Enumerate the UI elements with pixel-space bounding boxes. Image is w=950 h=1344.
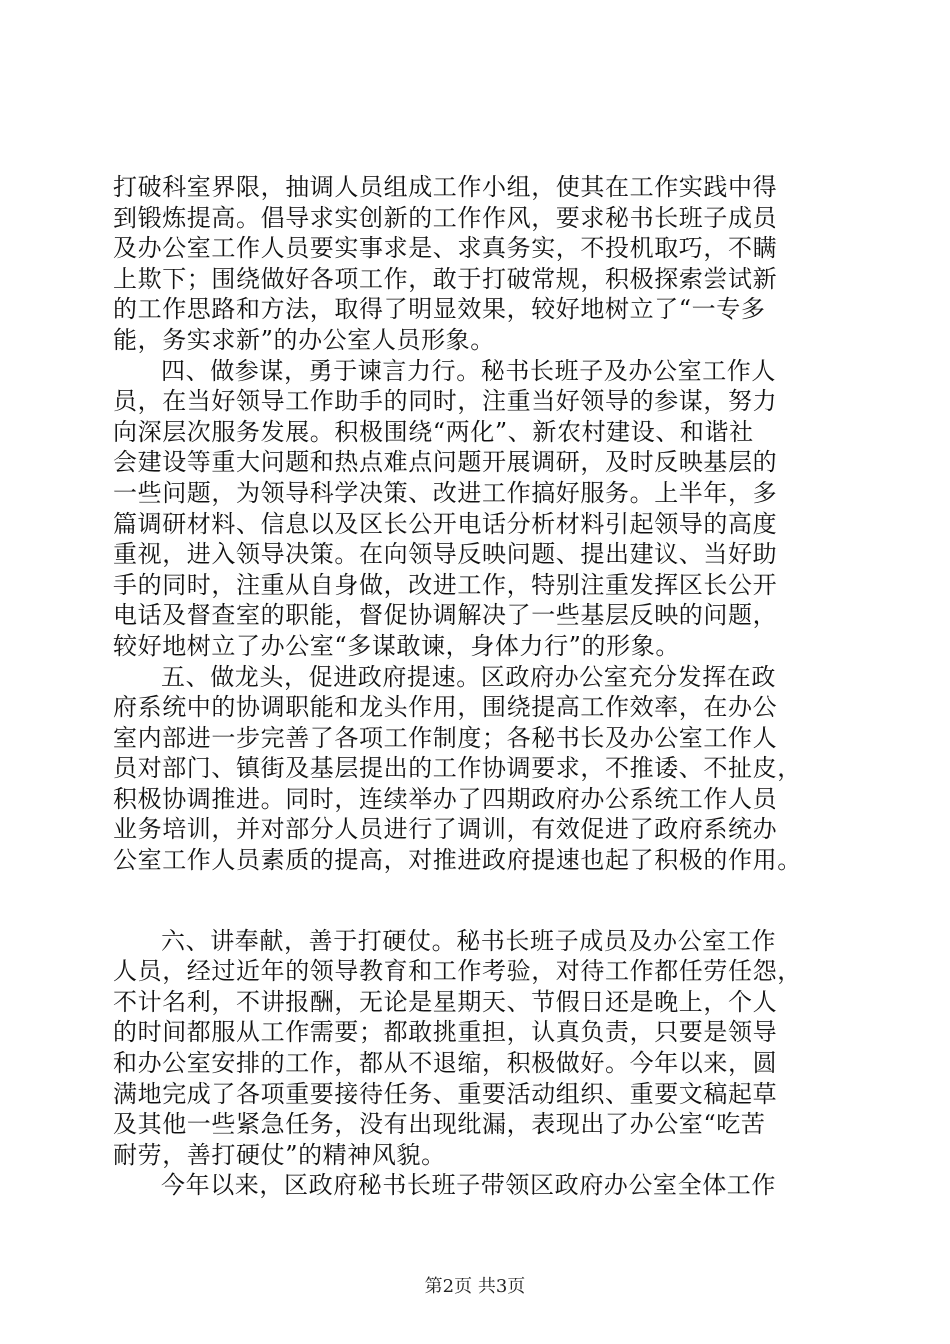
- text-line: 手的同时，注重从自身做，改进工作，特别注重发挥区长公开: [113, 570, 778, 599]
- page-number-footer: 第2页 共3页: [424, 1276, 526, 1297]
- text-line: 五、做龙头，促进政府提速。区政府办公室充分发挥在政: [161, 662, 776, 691]
- text-line: 今年以来，区政府秘书长班子带领区政府办公室全体工作: [161, 1171, 776, 1200]
- text-line: 及其他一些紧急任务，没有出现纰漏，表现出了办公室“吃苦: [113, 1110, 766, 1139]
- text-line: 业务培训，并对部分人员进行了调训，有效促进了政府系统办: [113, 815, 778, 844]
- text-line: 室内部进一步完善了各项工作制度；各秘书长及办公室工作人: [113, 723, 778, 752]
- paragraph-continuation: [113, 172, 841, 356]
- text-line: 的工作思路和方法，取得了明显效果，较好地树立了“一专多: [113, 295, 766, 324]
- paragraph-section-six: [113, 926, 841, 1171]
- text-line: 向深层次服务发展。积极围绕“两化”、新农村建设、和谐社: [113, 417, 754, 446]
- text-line: 积极协调推进。同时，连续举办了四期政府办公系统工作人员: [113, 784, 778, 813]
- text-line: 的时间都服从工作需要；都敢挑重担，认真负责，只要是领导: [113, 1018, 778, 1047]
- text-line: 上欺下；围绕做好各项工作，敢于打破常规，积极探索尝试新: [113, 264, 778, 293]
- text-line: 较好地树立了办公室“多谋敢谏，身体力行”的形象。: [113, 631, 680, 660]
- paragraph-closing: [113, 1170, 841, 1201]
- document-body: [113, 172, 841, 1201]
- paragraph-section-five: [113, 662, 841, 876]
- paragraph-gap: [113, 876, 841, 926]
- text-line: 府系统中的协调职能和龙头作用，围绕提高工作效率，在办公: [113, 693, 778, 722]
- text-line: 六、讲奉献，善于打硬仗。秘书长班子成员及办公室工作: [161, 926, 776, 955]
- text-line: 能，务实求新”的办公室人员形象。: [113, 325, 495, 354]
- text-line: 公室工作人员素质的提高，对推进政府提速也起了积极的作用。: [113, 846, 802, 875]
- text-line: 满地完成了各项重要接待任务、重要活动组织、重要文稿起草: [113, 1079, 778, 1108]
- text-line: 会建设等重大问题和热点难点问题开展调研，及时反映基层的: [113, 448, 778, 477]
- text-line: 员，在当好领导工作助手的同时，注重当好领导的参谋，努力: [113, 387, 778, 416]
- text-line: 员对部门、镇街及基层提出的工作协调要求，不推诿、不扯皮，: [113, 754, 802, 783]
- paragraph-section-four: [113, 356, 841, 662]
- text-line: 到锻炼提高。倡导求实创新的工作作风，要求秘书长班子成员: [113, 203, 778, 232]
- text-line: 篇调研材料、信息以及区长公开电话分析材料引起领导的高度: [113, 509, 778, 538]
- text-line: 不计名利，不讲报酬，无论是星期天、节假日还是晚上，个人: [113, 987, 778, 1016]
- text-line: 及办公室工作人员要实事求是、求真务实，不投机取巧，不瞒: [113, 234, 778, 263]
- text-line: 打破科室界限，抽调人员组成工作小组，使其在工作实践中得: [113, 173, 778, 201]
- text-line: 重视，进入领导决策。在向领导反映问题、提出建议、当好助: [113, 540, 778, 569]
- text-line: 耐劳，善打硬仗”的精神风貌。: [113, 1140, 446, 1169]
- text-line: 四、做参谋，勇于谏言力行。秘书长班子及办公室工作人: [161, 356, 776, 385]
- text-line: 和办公室安排的工作，都从不退缩，积极做好。今年以来，圆: [113, 1049, 778, 1078]
- text-line: 人员，经过近年的领导教育和工作考验，对待工作都任劳任怨，: [113, 957, 802, 986]
- text-line: 一些问题，为领导科学决策、改进工作搞好服务。上半年，多: [113, 478, 778, 507]
- text-line: 电话及督查室的职能，督促协调解决了一些基层反映的问题，: [113, 601, 778, 630]
